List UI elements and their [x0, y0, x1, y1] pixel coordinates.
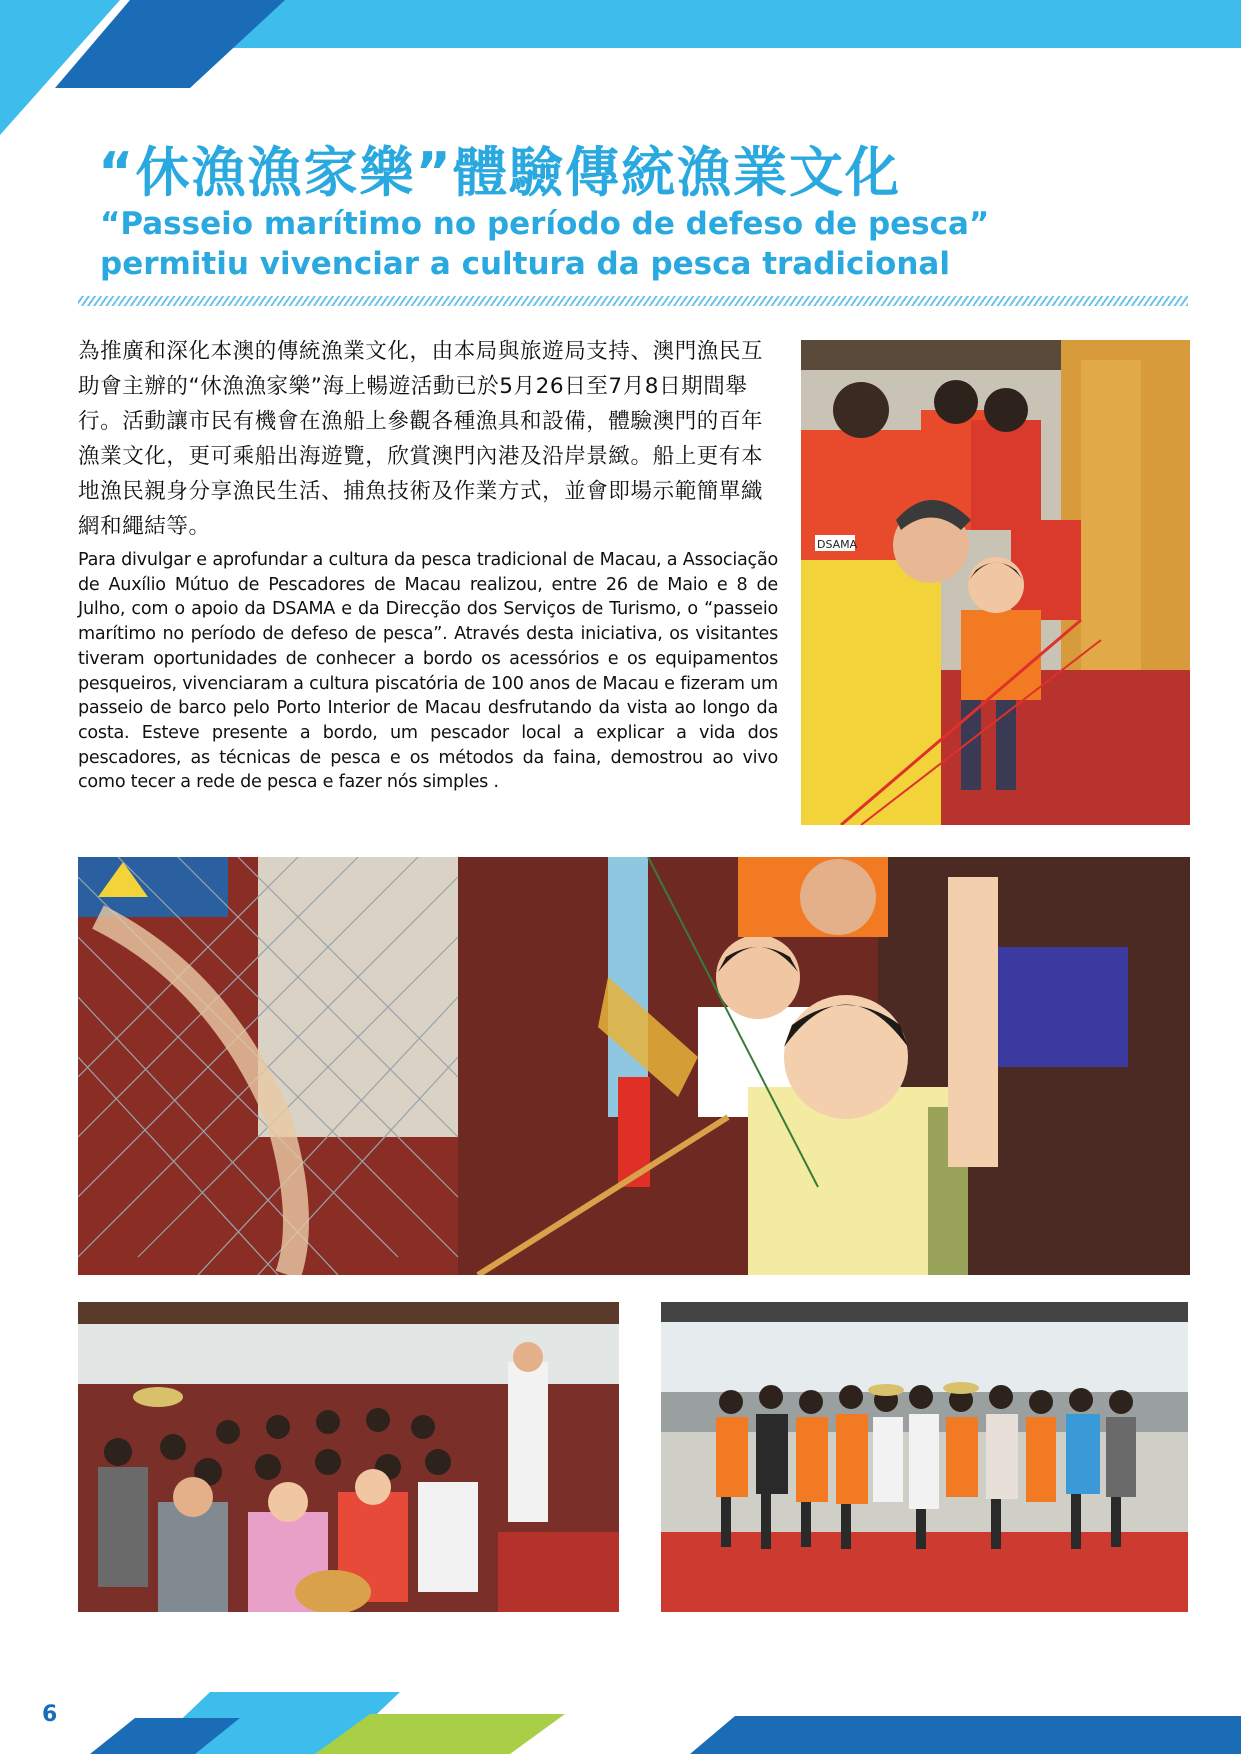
- title-chinese: “休漁漁家樂”體驗傳統漁業文化: [98, 141, 901, 204]
- title-portuguese: [100, 204, 989, 284]
- bottom-decoration: [0, 1660, 1241, 1754]
- hatched-divider: [78, 296, 1188, 306]
- photo-group-on-deck: [661, 1302, 1188, 1612]
- photo-fisherman-teaching-children: [801, 340, 1190, 825]
- title-portuguese-line-1: “Passeio marítimo no período de defeso de pesca”: [100, 206, 990, 242]
- title-portuguese-line-2: permitiu vivenciar a cultura da pesca tradicional: [100, 246, 950, 282]
- top-decoration: [0, 0, 1241, 140]
- life-vest-badge: DSAMA: [817, 538, 858, 551]
- body-text-chinese: 為推廣和深化本澳的傳統漁業文化，由本局與旅遊局支持、澳門漁民互助會主辦的“休漁漁家樂”海上暢遊活動已於5月26日至7月8日期間舉行。活動讓市民有機會在漁船上參觀各種漁具和設備，體驗澳門的百年漁業文化，更可乘船出海遊覽，欣賞澳門內港及沿岸景緻。船上更有本地漁民親身分享漁民生活、捕魚技術及作業方式，並會即場示範簡單織網和繩結等。: [78, 339, 764, 539]
- body-text-portuguese: Para divulgar e aprofundar a cultura da pesca tradicional de Macau, a Associação de Auxílio Mútuo de Pescadores de Macau realizou, entre 26 de Maio e 8 de Julho, com o apoio da DSAMA e da Direcção dos Serviços de Turismo, o “passeio marítimo no período de defeso de pesca”. Através desta iniciativa, os visitantes tiveram oportunidades de conhecer a bordo os acessórios e os equipamentos pesqueiros, vivenciaram a cultura piscatória de 100 anos de Macau e fizeram um passeio de barco pelo Porto Interior de Macau desfrutando da vista ao longo da costa. Esteve presente a bordo, um pescador local a explicar a vida dos pescadores, as técnicas de pesca e os métodos da faina, demostrou ao vivo como tecer a rede de pesca e fazer nós simples .: [78, 550, 778, 793]
- photo-audience-on-boat: [78, 1302, 619, 1612]
- photo-boy-weaving-net: [78, 857, 1190, 1275]
- page-number: 6: [42, 1702, 58, 1727]
